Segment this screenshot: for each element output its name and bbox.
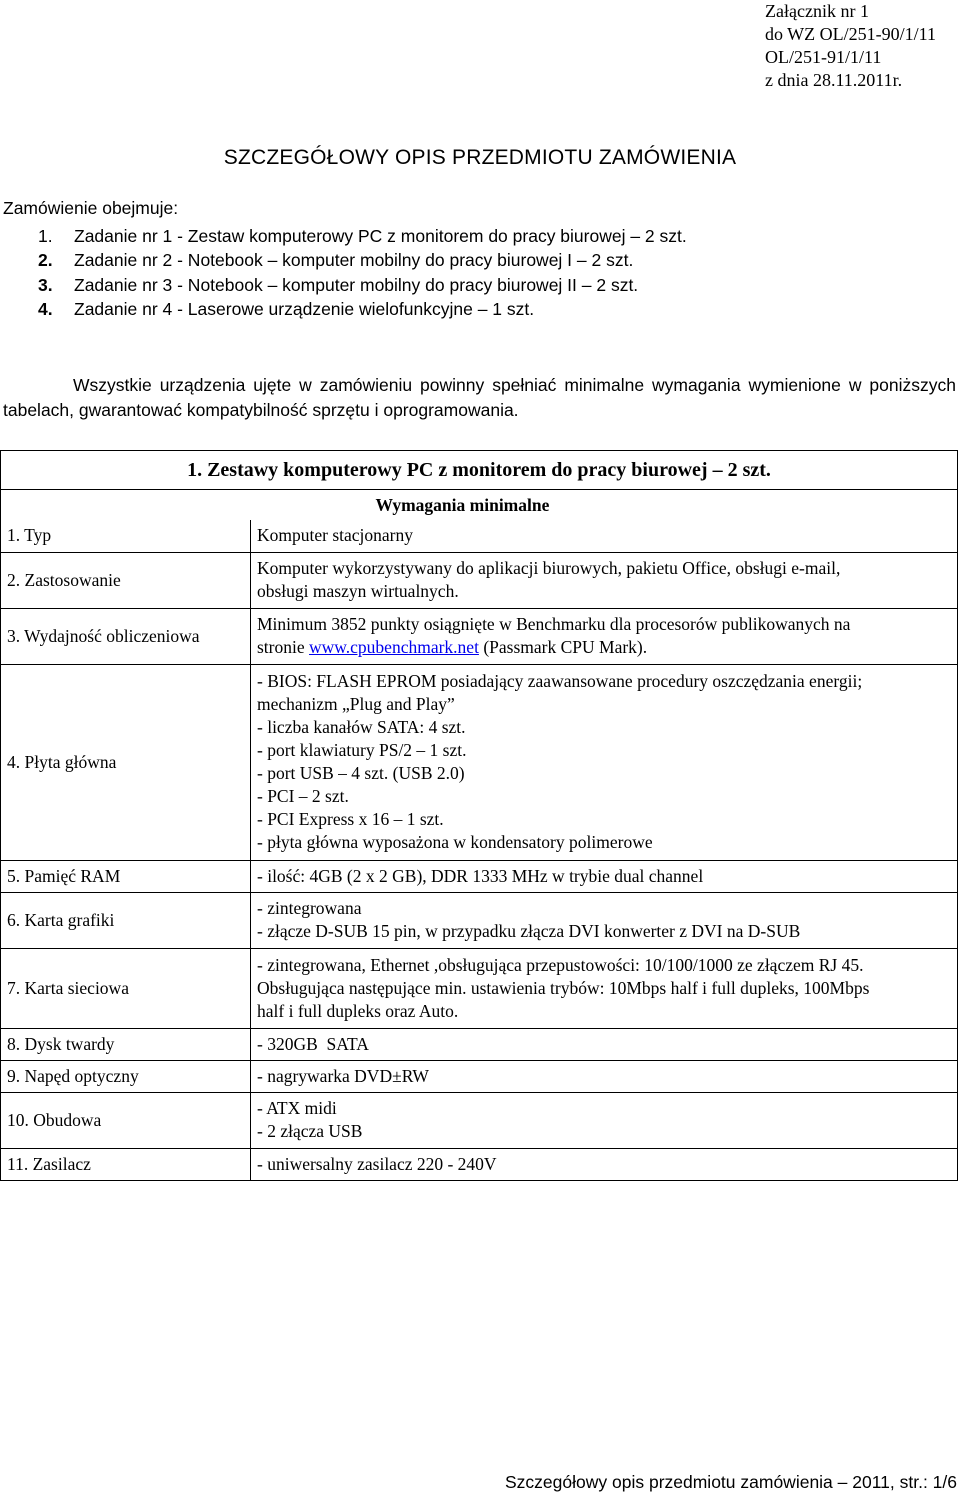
row-label: 7. Karta sieciowa bbox=[1, 948, 251, 1028]
table-row bbox=[1, 892, 958, 948]
row-value: - port USB – 4 szt. (USB 2.0) bbox=[257, 763, 465, 783]
row-value: - zintegrowana, Ethernet ,obsługująca przepustowości: 10/100/1000 ze złączem RJ 45. bbox=[257, 954, 864, 975]
table-row bbox=[1, 664, 958, 860]
row-label: 3. Wydajność obliczeniowa bbox=[1, 608, 251, 664]
row-label: 8. Dysk twardy bbox=[1, 1028, 251, 1060]
table-row bbox=[1, 860, 958, 892]
row-value: - złącze D-SUB 15 pin, w przypadku złącza DVI konwerter z DVI na D-SUB bbox=[257, 921, 801, 941]
list-item bbox=[38, 224, 687, 248]
list-item-number: 3. bbox=[38, 274, 53, 295]
link-suffix: (Passmark CPU Mark). bbox=[478, 637, 648, 657]
list-item-number: 2. bbox=[38, 250, 53, 271]
list-item-number: 4. bbox=[38, 298, 53, 319]
row-label: 4. Płyta główna bbox=[1, 664, 251, 860]
row-value: - PCI Express x 16 – 1 szt. bbox=[257, 809, 444, 829]
table-row bbox=[1, 1148, 958, 1180]
row-value: Minimum 3852 punkty osiągnięte w Benchmarku dla procesorów publikowanych na bbox=[257, 614, 851, 634]
row-label: 1. Typ bbox=[1, 520, 251, 552]
table-row bbox=[1, 552, 958, 608]
row-value: - nagrywarka DVD±RW bbox=[257, 1065, 429, 1086]
spec-table bbox=[0, 450, 958, 1181]
attachment-line: do WZ OL/251-90/1/11 bbox=[765, 24, 936, 44]
row-value: half i full dupleks oraz Auto. bbox=[257, 1000, 459, 1021]
link-prefix: stronie bbox=[257, 637, 310, 657]
list-item-number: 1. bbox=[38, 226, 53, 246]
table-title-row bbox=[1, 451, 958, 490]
list-item bbox=[38, 273, 687, 297]
row-value: - 2 złącza USB bbox=[257, 1121, 363, 1141]
row-value: obsługi maszyn wirtualnych. bbox=[257, 581, 459, 601]
row-value: - ATX midi bbox=[257, 1098, 337, 1118]
row-label: 5. Pamięć RAM bbox=[1, 860, 251, 892]
row-value: - liczba kanałów SATA: 4 szt. bbox=[257, 717, 466, 737]
list-item-text: Zadanie nr 4 - Laserowe urządzenie wielofunkcyjne – 1 szt. bbox=[74, 298, 535, 319]
cpubenchmark-link[interactable]: www.cpubenchmark.net bbox=[309, 637, 479, 657]
table-row bbox=[1, 1028, 958, 1060]
row-value: Obsługująca następujące min. ustawienia trybów: 10Mbps half i full dupleks, 100Mbps bbox=[257, 977, 870, 998]
list-item-text: Zadanie nr 3 - Notebook – komputer mobilny do pracy biurowej II – 2 szt. bbox=[74, 274, 639, 295]
row-value: - ilość: 4GB (2 x 2 GB), DDR 1333 MHz w trybie dual channel bbox=[257, 865, 704, 886]
row-value: - zintegrowana bbox=[257, 898, 362, 918]
page-footer: Szczegółowy opis przedmiotu zamówienia – 2011, str.: 1/6 bbox=[505, 1472, 957, 1492]
attachment-line: z dnia 28.11.2011r. bbox=[765, 70, 903, 90]
table-row bbox=[1, 520, 958, 552]
table-row bbox=[1, 1060, 958, 1092]
row-value: Komputer wykorzystywany do aplikacji biurowych, pakietu Office, obsługi e-mail, bbox=[257, 558, 841, 578]
intro-text: Zamówienie obejmuje: bbox=[3, 198, 179, 218]
row-value: - płyta główna wyposażona w kondensatory polimerowe bbox=[257, 832, 653, 852]
row-label: 11. Zasilacz bbox=[1, 1148, 251, 1180]
row-value: - PCI – 2 szt. bbox=[257, 786, 349, 806]
row-value: - BIOS: FLASH EPROM posiadający zaawansowane procedury oszczędzania energii; bbox=[257, 671, 863, 691]
row-value: - port klawiatury PS/2 – 1 szt. bbox=[257, 740, 467, 760]
table-row bbox=[1, 608, 958, 664]
document-title: SZCZEGÓŁOWY OPIS PRZEDMIOTU ZAMÓWIENIA bbox=[223, 146, 737, 169]
table-subheader-row bbox=[1, 490, 958, 521]
table-subheader: Wymagania minimalne bbox=[251, 490, 958, 521]
attachment-line: OL/251-91/1/11 bbox=[765, 47, 882, 67]
row-value: Komputer stacjonarny bbox=[257, 525, 413, 546]
row-label: 9. Napęd optyczny bbox=[1, 1060, 251, 1092]
list-item bbox=[38, 297, 687, 321]
row-value: - uniwersalny zasilacz 220 - 240V bbox=[257, 1153, 497, 1174]
row-label: 2. Zastosowanie bbox=[1, 552, 251, 608]
table-row bbox=[1, 948, 958, 1028]
task-list bbox=[38, 224, 687, 321]
paragraph-text: Wszystkie urządzenia ujęte w zamówieniu powinny spełniać minimalne wymagania wymienione w poniższych tabelach, gwarantować kompatybilność sprzętu i oprogramowania. bbox=[3, 375, 956, 420]
row-value: mechanizm „Plug and Play” bbox=[257, 694, 455, 714]
attachment-header bbox=[765, 0, 936, 92]
table-row bbox=[1, 1092, 958, 1148]
table-title: 1. Zestawy komputerowy PC z monitorem do pracy biurowej – 2 szt. bbox=[1, 451, 958, 490]
attachment-line: Załącznik nr 1 bbox=[765, 1, 869, 21]
row-label: 10. Obudowa bbox=[1, 1092, 251, 1148]
row-label: 6. Karta grafiki bbox=[1, 892, 251, 948]
requirements-paragraph bbox=[3, 373, 956, 422]
list-item-text: Zadanie nr 2 - Notebook – komputer mobilny do pracy biurowej I – 2 szt. bbox=[74, 250, 634, 271]
row-value: - 320GB SATA bbox=[257, 1033, 369, 1054]
list-item-text: Zadanie nr 1 - Zestaw komputerowy PC z monitorem do pracy biurowej – 2 szt. bbox=[74, 226, 687, 246]
list-item bbox=[38, 248, 687, 272]
